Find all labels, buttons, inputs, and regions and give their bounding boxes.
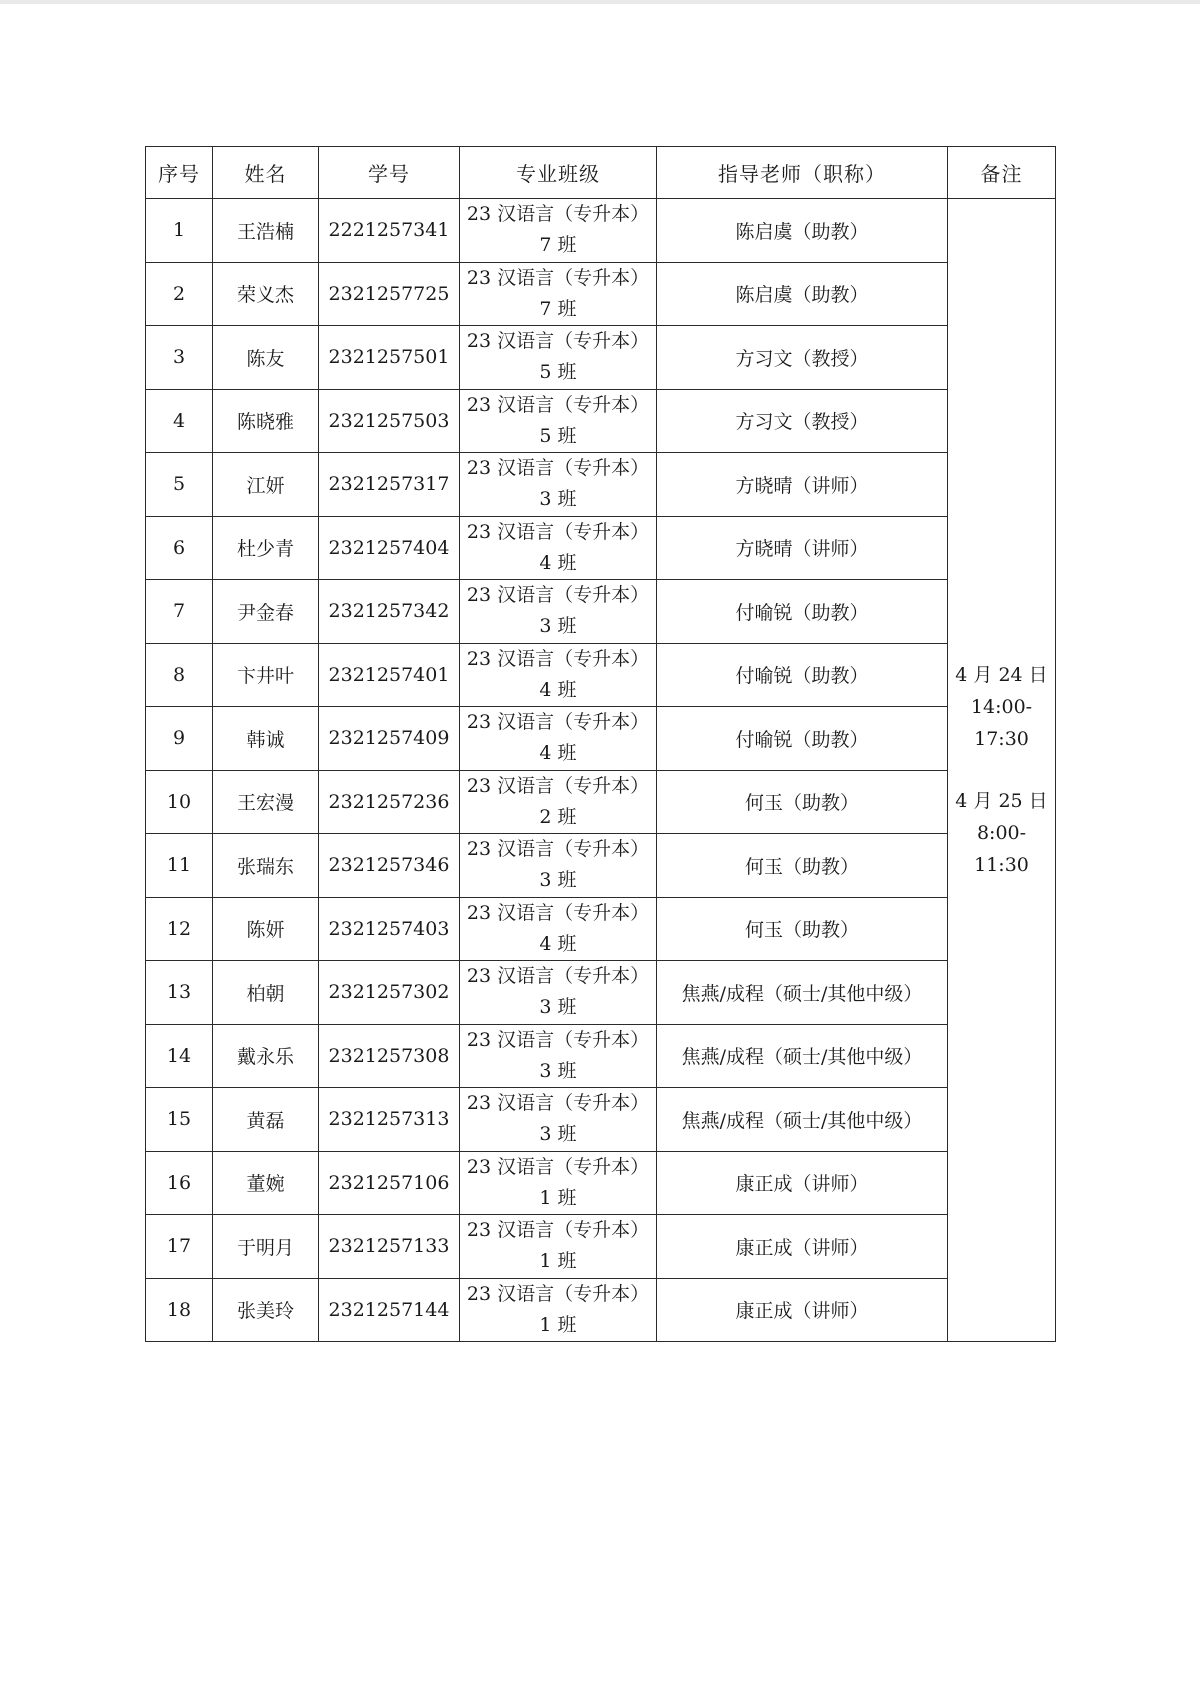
class-major: 23 汉语言（专升本） bbox=[466, 203, 650, 226]
class-cell bbox=[460, 643, 657, 707]
advisor-cell: 方习文（教授） bbox=[657, 389, 948, 453]
student-name: 江妍 bbox=[213, 453, 319, 517]
table-row bbox=[146, 1088, 1056, 1152]
student-name: 戴永乐 bbox=[213, 1024, 319, 1088]
advisor-cell: 方习文（教授） bbox=[657, 326, 948, 390]
row-index: 10 bbox=[146, 770, 213, 834]
table-row bbox=[146, 707, 1056, 771]
class-number: 4 班 bbox=[539, 932, 577, 955]
row-index: 1 bbox=[146, 199, 213, 263]
table-header-row bbox=[146, 147, 1056, 199]
table-row bbox=[146, 580, 1056, 644]
advisor-cell: 陈启虞（助教） bbox=[657, 262, 948, 326]
class-number: 3 班 bbox=[539, 1123, 577, 1146]
class-major: 23 汉语言（专升本） bbox=[466, 1219, 650, 1242]
class-number: 3 班 bbox=[539, 869, 577, 892]
student-name: 张美玲 bbox=[213, 1278, 319, 1342]
student-id: 2321257404 bbox=[319, 516, 460, 580]
row-index: 2 bbox=[146, 262, 213, 326]
class-major: 23 汉语言（专升本） bbox=[466, 393, 650, 416]
student-id: 2321257725 bbox=[319, 262, 460, 326]
class-cell bbox=[460, 961, 657, 1025]
header-advisor: 指导老师（职称） bbox=[657, 147, 948, 199]
advisor-cell: 何玉（助教） bbox=[657, 834, 948, 898]
student-name: 于明月 bbox=[213, 1215, 319, 1279]
class-number: 7 班 bbox=[539, 234, 577, 257]
header-class: 专业班级 bbox=[460, 147, 657, 199]
advisor-cell: 焦燕/成程（硕士/其他中级） bbox=[657, 1088, 948, 1152]
class-cell bbox=[460, 1151, 657, 1215]
class-number: 7 班 bbox=[539, 297, 577, 320]
class-number: 1 班 bbox=[539, 1186, 577, 1209]
student-name: 杜少青 bbox=[213, 516, 319, 580]
class-major: 23 汉语言（专升本） bbox=[466, 774, 650, 797]
row-index: 7 bbox=[146, 580, 213, 644]
class-major: 23 汉语言（专升本） bbox=[466, 330, 650, 353]
advisor-cell: 陈启虞（助教） bbox=[657, 199, 948, 263]
student-id: 2321257401 bbox=[319, 643, 460, 707]
student-name: 韩诚 bbox=[213, 707, 319, 771]
student-name: 陈妍 bbox=[213, 897, 319, 961]
student-name: 张瑞东 bbox=[213, 834, 319, 898]
student-name: 陈友 bbox=[213, 326, 319, 390]
class-cell bbox=[460, 453, 657, 517]
class-number: 2 班 bbox=[539, 805, 577, 828]
table-row bbox=[146, 1024, 1056, 1088]
advisor-cell: 康正成（讲师） bbox=[657, 1215, 948, 1279]
class-cell bbox=[460, 770, 657, 834]
row-index: 16 bbox=[146, 1151, 213, 1215]
table-row bbox=[146, 961, 1056, 1025]
remark-time-1-start: 14:00- bbox=[970, 696, 1033, 718]
table-row bbox=[146, 1151, 1056, 1215]
class-number: 3 班 bbox=[539, 488, 577, 511]
table-body bbox=[146, 199, 1056, 1342]
student-id: 2221257341 bbox=[319, 199, 460, 263]
remark-time-1-end: 17:30 bbox=[974, 728, 1029, 750]
class-major: 23 汉语言（专升本） bbox=[466, 838, 650, 861]
student-name: 柏朝 bbox=[213, 961, 319, 1025]
class-cell bbox=[460, 262, 657, 326]
student-id: 2321257106 bbox=[319, 1151, 460, 1215]
remark-date-2: 4 月 25 日 bbox=[955, 790, 1048, 812]
row-index: 11 bbox=[146, 834, 213, 898]
student-id: 2321257144 bbox=[319, 1278, 460, 1342]
advisor-cell: 何玉（助教） bbox=[657, 770, 948, 834]
remark-date-1: 4 月 24 日 bbox=[955, 664, 1048, 686]
row-index: 12 bbox=[146, 897, 213, 961]
advisor-cell: 焦燕/成程（硕士/其他中级） bbox=[657, 1024, 948, 1088]
class-major: 23 汉语言（专升本） bbox=[466, 266, 650, 289]
header-student-id: 学号 bbox=[319, 147, 460, 199]
class-major: 23 汉语言（专升本） bbox=[466, 1092, 650, 1115]
table-row bbox=[146, 770, 1056, 834]
student-id: 2321257342 bbox=[319, 580, 460, 644]
class-cell bbox=[460, 389, 657, 453]
advisor-cell: 方晓晴（讲师） bbox=[657, 453, 948, 517]
advisor-cell: 付喻锐（助教） bbox=[657, 580, 948, 644]
student-id: 2321257308 bbox=[319, 1024, 460, 1088]
table-row bbox=[146, 326, 1056, 390]
class-number: 5 班 bbox=[539, 424, 577, 447]
table-row bbox=[146, 834, 1056, 898]
class-number: 3 班 bbox=[539, 996, 577, 1019]
class-major: 23 汉语言（专升本） bbox=[466, 901, 650, 924]
student-id: 2321257503 bbox=[319, 389, 460, 453]
student-id: 2321257403 bbox=[319, 897, 460, 961]
class-major: 23 汉语言（专升本） bbox=[466, 584, 650, 607]
student-id: 2321257346 bbox=[319, 834, 460, 898]
class-cell bbox=[460, 326, 657, 390]
class-number: 4 班 bbox=[539, 742, 577, 765]
class-number: 3 班 bbox=[539, 1059, 577, 1082]
row-index: 8 bbox=[146, 643, 213, 707]
row-index: 4 bbox=[146, 389, 213, 453]
table-row bbox=[146, 1278, 1056, 1342]
table-row bbox=[146, 199, 1056, 263]
class-cell bbox=[460, 1278, 657, 1342]
class-number: 4 班 bbox=[539, 678, 577, 701]
remark-time-2-start: 8:00- bbox=[976, 822, 1027, 844]
table-row bbox=[146, 516, 1056, 580]
student-name: 尹金春 bbox=[213, 580, 319, 644]
student-id: 2321257317 bbox=[319, 453, 460, 517]
student-id: 2321257313 bbox=[319, 1088, 460, 1152]
class-cell bbox=[460, 199, 657, 263]
advisor-cell: 付喻锐（助教） bbox=[657, 707, 948, 771]
class-number: 3 班 bbox=[539, 615, 577, 638]
header-name: 姓名 bbox=[213, 147, 319, 199]
class-number: 5 班 bbox=[539, 361, 577, 384]
class-cell bbox=[460, 707, 657, 771]
class-major: 23 汉语言（专升本） bbox=[466, 1028, 650, 1051]
table-row bbox=[146, 262, 1056, 326]
table-row bbox=[146, 389, 1056, 453]
advisor-cell: 方晓晴（讲师） bbox=[657, 516, 948, 580]
class-number: 1 班 bbox=[539, 1250, 577, 1273]
row-index: 5 bbox=[146, 453, 213, 517]
remark-time-2-end: 11:30 bbox=[974, 854, 1029, 876]
table-row bbox=[146, 453, 1056, 517]
student-name: 王浩楠 bbox=[213, 199, 319, 263]
advisor-cell: 焦燕/成程（硕士/其他中级） bbox=[657, 961, 948, 1025]
class-major: 23 汉语言（专升本） bbox=[466, 647, 650, 670]
student-name: 王宏漫 bbox=[213, 770, 319, 834]
header-remark: 备注 bbox=[948, 147, 1056, 199]
row-index: 3 bbox=[146, 326, 213, 390]
class-cell bbox=[460, 516, 657, 580]
class-major: 23 汉语言（专升本） bbox=[466, 520, 650, 543]
row-index: 6 bbox=[146, 516, 213, 580]
student-name: 卞井叶 bbox=[213, 643, 319, 707]
class-number: 1 班 bbox=[539, 1313, 577, 1336]
class-major: 23 汉语言（专升本） bbox=[466, 457, 650, 480]
student-name: 黄磊 bbox=[213, 1088, 319, 1152]
class-cell bbox=[460, 1088, 657, 1152]
row-index: 13 bbox=[146, 961, 213, 1025]
class-cell bbox=[460, 580, 657, 644]
row-index: 18 bbox=[146, 1278, 213, 1342]
page-top-edge bbox=[0, 0, 1200, 4]
row-index: 15 bbox=[146, 1088, 213, 1152]
student-id: 2321257409 bbox=[319, 707, 460, 771]
class-major: 23 汉语言（专升本） bbox=[466, 711, 650, 734]
class-major: 23 汉语言（专升本） bbox=[466, 965, 650, 988]
advisor-cell: 付喻锐（助教） bbox=[657, 643, 948, 707]
student-id: 2321257133 bbox=[319, 1215, 460, 1279]
class-cell bbox=[460, 1024, 657, 1088]
table-row bbox=[146, 897, 1056, 961]
class-cell bbox=[460, 834, 657, 898]
student-name: 荣义杰 bbox=[213, 262, 319, 326]
row-index: 9 bbox=[146, 707, 213, 771]
class-cell bbox=[460, 1215, 657, 1279]
student-advisor-table bbox=[145, 146, 1056, 1342]
student-name: 董婉 bbox=[213, 1151, 319, 1215]
row-index: 17 bbox=[146, 1215, 213, 1279]
advisor-cell: 何玉（助教） bbox=[657, 897, 948, 961]
class-major: 23 汉语言（专升本） bbox=[466, 1282, 650, 1305]
remark-spacer bbox=[948, 755, 1055, 785]
table-row bbox=[146, 1215, 1056, 1279]
remark-schedule-cell bbox=[948, 199, 1056, 1342]
student-id: 2321257501 bbox=[319, 326, 460, 390]
advisor-cell: 康正成（讲师） bbox=[657, 1278, 948, 1342]
student-id: 2321257302 bbox=[319, 961, 460, 1025]
class-cell bbox=[460, 897, 657, 961]
row-index: 14 bbox=[146, 1024, 213, 1088]
header-index: 序号 bbox=[146, 147, 213, 199]
advisor-cell: 康正成（讲师） bbox=[657, 1151, 948, 1215]
class-major: 23 汉语言（专升本） bbox=[466, 1155, 650, 1178]
table-row bbox=[146, 643, 1056, 707]
class-number: 4 班 bbox=[539, 551, 577, 574]
student-name: 陈晓雅 bbox=[213, 389, 319, 453]
student-id: 2321257236 bbox=[319, 770, 460, 834]
